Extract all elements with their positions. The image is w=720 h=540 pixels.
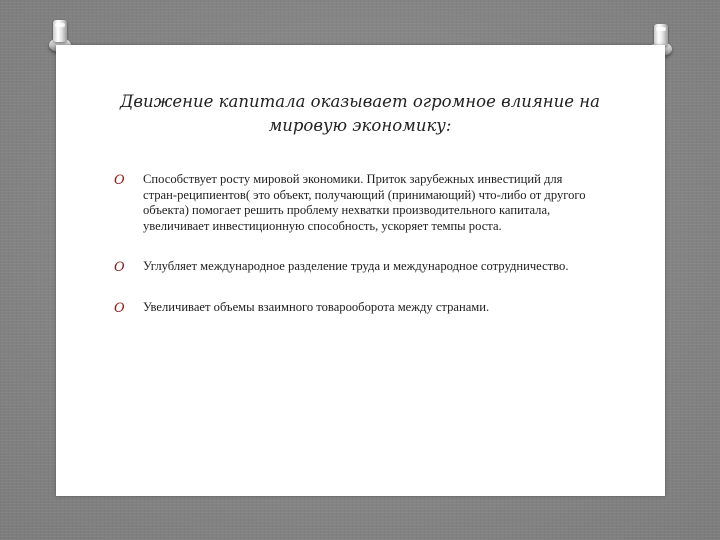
list-item <box>114 172 594 234</box>
bullet-icon: O <box>114 260 125 275</box>
slide-title: Движение капитала оказывает огромное влияние на мировую экономику: <box>120 92 600 135</box>
bullet-list <box>114 172 594 315</box>
bullet-icon: O <box>114 300 125 316</box>
bullet-text: Способствует росту мировой экономики. Приток зарубежных инвестиций для стран-реципиентов( это объект, получающий (принимающий) что-либо от другого объекта) помогает решить проблему нехватки производительного капитала, увеличивает инвестиционную способность, ускоряет темпы роста. <box>143 172 586 233</box>
bullet-text: Увеличивает объемы взаимного товарооборота между странами. <box>143 299 490 314</box>
list-item <box>114 259 594 275</box>
list-item <box>114 300 594 316</box>
bullet-text: Углубляет международное разделение труда и международное сотрудничество. <box>143 259 569 273</box>
bullet-icon: O <box>114 173 125 188</box>
